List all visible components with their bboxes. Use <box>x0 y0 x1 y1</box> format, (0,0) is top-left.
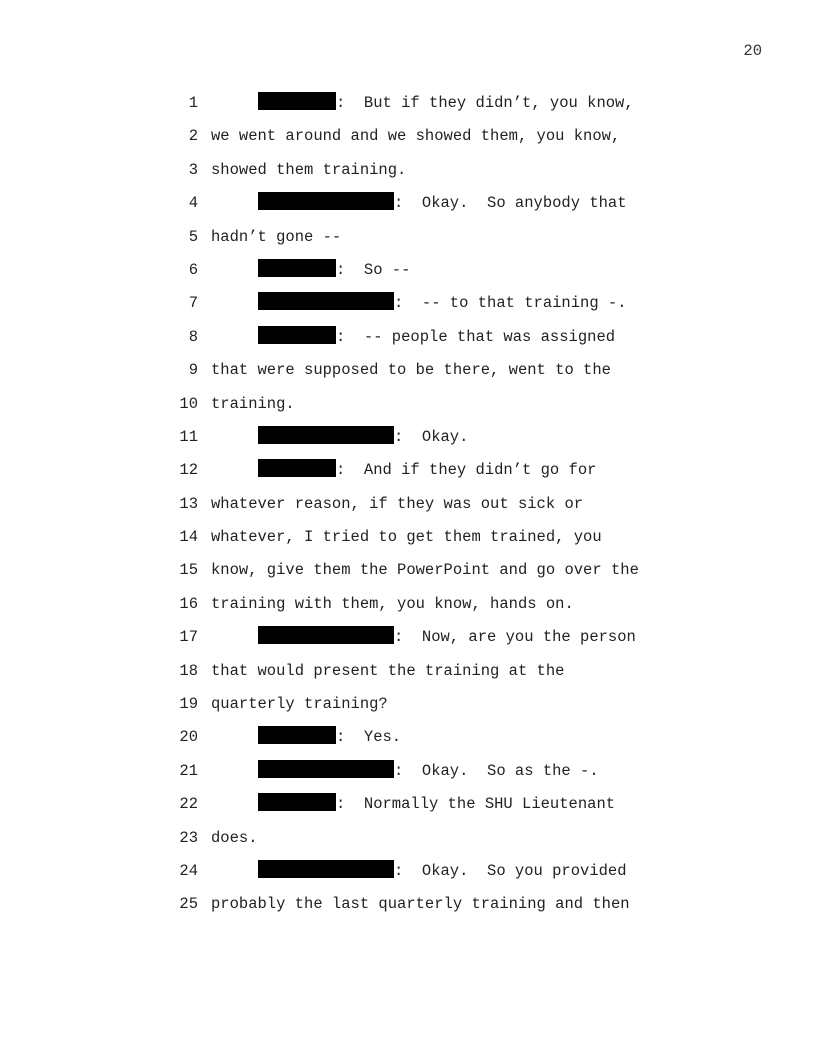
line-text <box>211 588 574 621</box>
line-number: 5 <box>188 227 198 246</box>
transcript-line <box>0 822 816 855</box>
transcript-line <box>0 521 816 554</box>
line-text <box>211 554 639 587</box>
line-text <box>211 822 258 855</box>
transcript-line <box>0 621 816 654</box>
line-number: 4 <box>188 194 198 213</box>
speaker-line <box>258 187 627 220</box>
redacted-speaker-name <box>258 426 394 444</box>
line-number: 20 <box>179 728 198 747</box>
line-number: 16 <box>179 594 198 613</box>
line-text <box>211 120 620 153</box>
line-text-content: : And if they didn’t go for <box>336 461 597 480</box>
line-text <box>211 221 341 254</box>
line-number: 23 <box>179 828 198 847</box>
line-number: 18 <box>179 661 198 680</box>
speaker-line <box>258 87 634 120</box>
line-text-content: : Okay. So anybody that <box>394 194 627 213</box>
line-text-content: : So -- <box>336 260 411 279</box>
line-number: 8 <box>188 327 198 346</box>
transcript-line <box>0 154 816 187</box>
line-number: 11 <box>179 427 198 446</box>
line-text-content: training. <box>211 394 295 413</box>
line-text <box>211 354 611 387</box>
line-text-content: : -- people that was assigned <box>336 327 616 346</box>
line-number: 9 <box>188 361 198 380</box>
transcript-line <box>0 788 816 821</box>
page-number: 20 <box>743 42 762 60</box>
redacted-speaker-name <box>258 292 394 310</box>
transcript-line <box>0 254 816 287</box>
transcript-line <box>0 755 816 788</box>
line-text-content: : Okay. So as the -. <box>394 761 599 780</box>
line-text <box>211 521 602 554</box>
line-text-content: hadn’t gone -- <box>211 227 342 246</box>
line-text-content: whatever, I tried to get them trained, you <box>211 528 602 547</box>
line-number: 6 <box>188 260 198 279</box>
line-number: 21 <box>179 761 198 780</box>
line-number: 14 <box>179 528 198 547</box>
redacted-speaker-name <box>258 626 394 644</box>
transcript-line <box>0 321 816 354</box>
line-text-content: does. <box>211 828 258 847</box>
line-number: 25 <box>179 895 198 914</box>
transcript-line <box>0 421 816 454</box>
redacted-speaker-name <box>258 192 394 210</box>
line-number: 15 <box>179 561 198 580</box>
line-number: 24 <box>179 861 198 880</box>
transcript-line <box>0 120 816 153</box>
transcript-line <box>0 888 816 921</box>
redacted-speaker-name <box>258 760 394 778</box>
transcript-line <box>0 287 816 320</box>
speaker-line <box>258 721 401 754</box>
transcript-line <box>0 87 816 120</box>
line-text <box>211 488 583 521</box>
transcript-line <box>0 855 816 888</box>
transcript-line <box>0 588 816 621</box>
line-text-content: : -- to that training -. <box>394 294 627 313</box>
line-number: 22 <box>179 795 198 814</box>
redacted-speaker-name <box>258 793 336 811</box>
speaker-line <box>258 755 599 788</box>
transcript-line <box>0 354 816 387</box>
line-number: 7 <box>188 294 198 313</box>
transcript-line <box>0 454 816 487</box>
line-text-content: probably the last quarterly training and then <box>211 895 630 914</box>
transcript-line <box>0 655 816 688</box>
line-text <box>211 688 388 721</box>
line-text <box>211 388 295 421</box>
line-text-content: : Yes. <box>336 728 402 747</box>
line-text-content: training with them, you know, hands on. <box>211 594 574 613</box>
line-text-content: : Now, are you the person <box>394 628 636 647</box>
transcript-body <box>0 87 816 922</box>
redacted-speaker-name <box>258 326 336 344</box>
redacted-speaker-name <box>258 726 336 744</box>
transcript-line <box>0 554 816 587</box>
line-text-content: whatever reason, if they was out sick or <box>211 494 584 513</box>
transcript-line <box>0 388 816 421</box>
line-number: 3 <box>188 160 198 179</box>
transcript-line <box>0 688 816 721</box>
line-text <box>211 154 406 187</box>
transcript-line <box>0 488 816 521</box>
line-text-content: know, give them the PowerPoint and go over the <box>211 561 639 580</box>
redacted-speaker-name <box>258 92 336 110</box>
line-number: 19 <box>179 695 198 714</box>
line-number: 10 <box>179 394 198 413</box>
line-text <box>211 655 564 688</box>
transcript-line <box>0 721 816 754</box>
redacted-speaker-name <box>258 459 336 477</box>
speaker-line <box>258 454 596 487</box>
transcript-line <box>0 221 816 254</box>
speaker-line <box>258 788 615 821</box>
line-text <box>211 888 630 921</box>
line-text-content: showed them training. <box>211 160 407 179</box>
line-number: 12 <box>179 461 198 480</box>
line-number: 2 <box>188 127 198 146</box>
line-text-content: : Okay. <box>394 427 469 446</box>
speaker-line <box>258 855 627 888</box>
line-text-content: quarterly training? <box>211 695 388 714</box>
line-number: 1 <box>188 94 198 112</box>
speaker-line <box>258 321 615 354</box>
speaker-line <box>258 421 468 454</box>
line-text-content: : Normally the SHU Lieutenant <box>336 795 616 814</box>
redacted-speaker-name <box>258 259 336 277</box>
speaker-line <box>258 287 627 320</box>
line-text-content: : But if they didn’t, you know, <box>336 94 634 112</box>
line-text-content: that would present the training at the <box>211 661 565 680</box>
line-text-content: that were supposed to be there, went to the <box>211 361 611 380</box>
line-number: 13 <box>179 494 198 513</box>
redacted-speaker-name <box>258 860 394 878</box>
speaker-line <box>258 254 410 287</box>
line-text-content: : Okay. So you provided <box>394 861 627 880</box>
line-text-content: we went around and we showed them, you know, <box>211 127 621 146</box>
speaker-line <box>258 621 636 654</box>
transcript-line <box>0 187 816 220</box>
line-number: 17 <box>179 628 198 647</box>
